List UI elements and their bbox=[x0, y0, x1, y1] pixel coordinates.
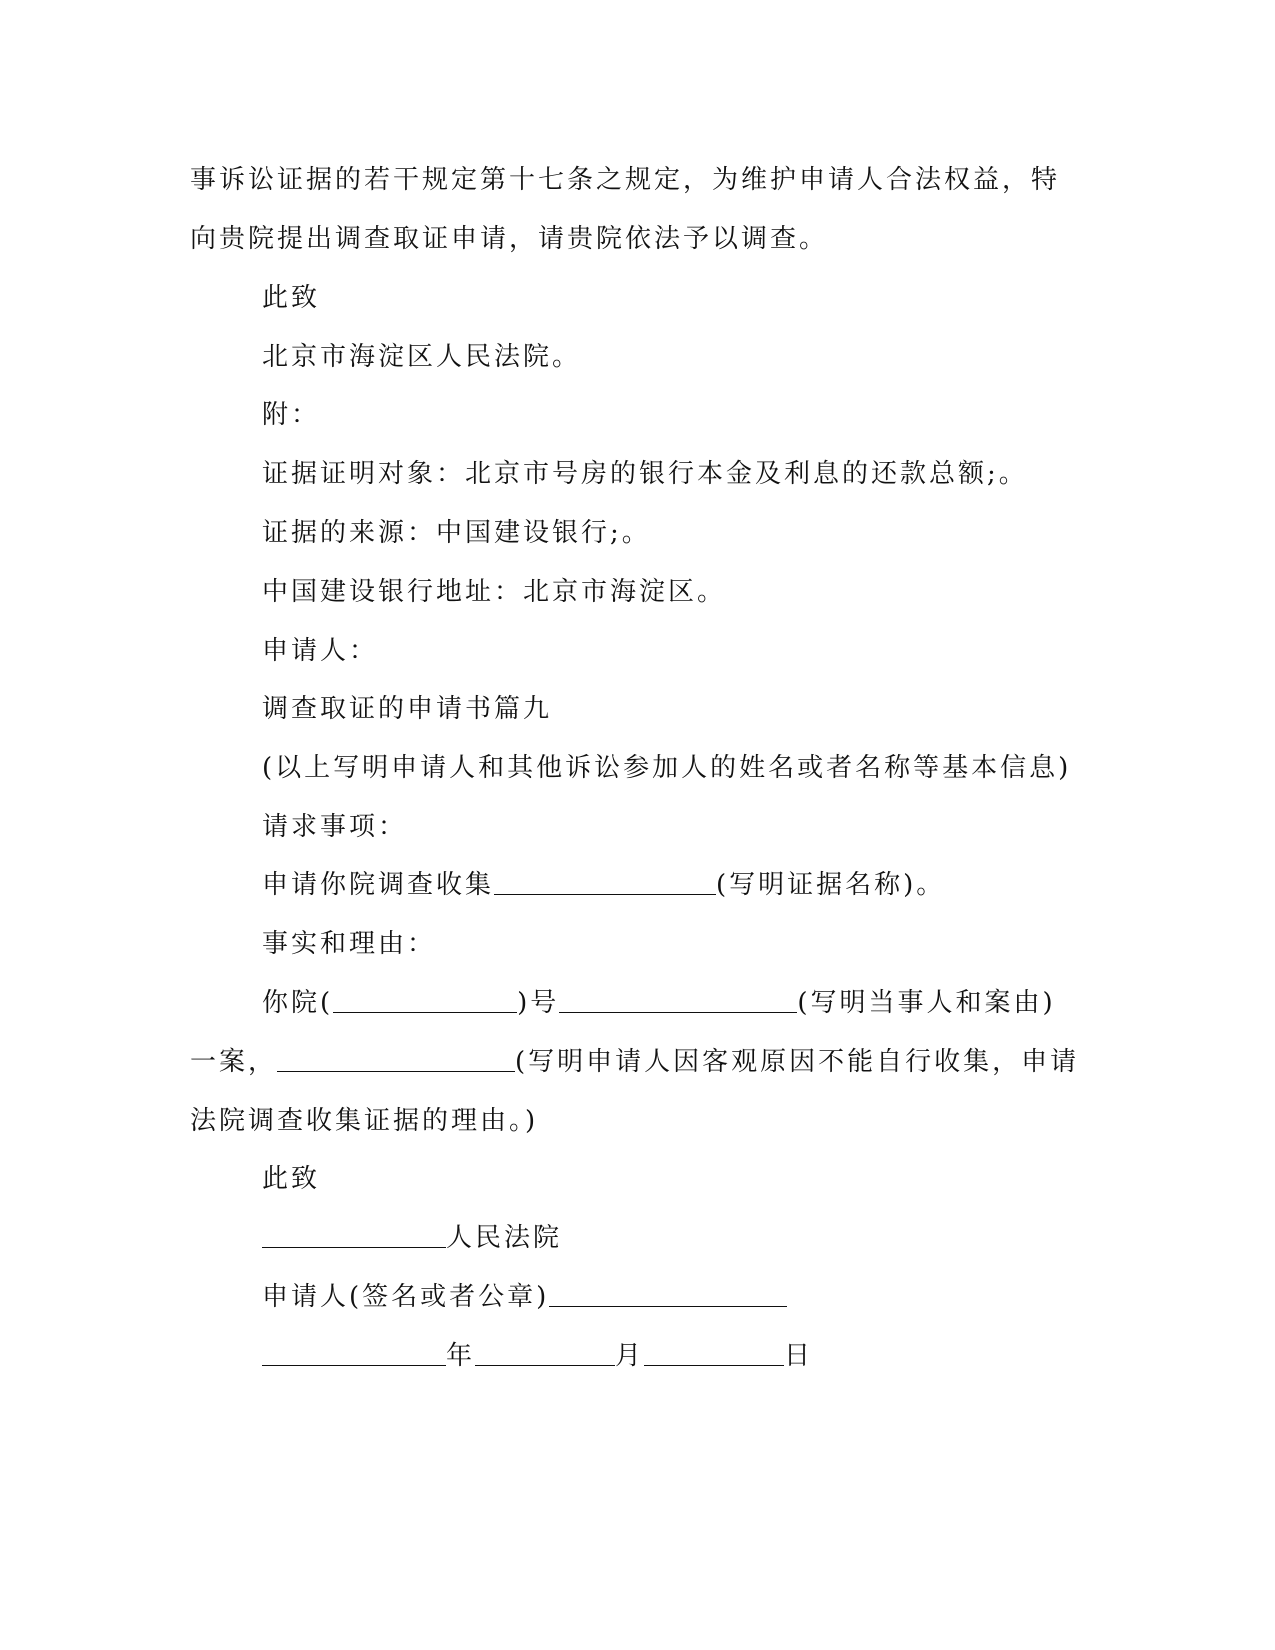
applicant-label: 申请人： bbox=[262, 636, 379, 666]
paragraph-line-2 bbox=[190, 222, 828, 256]
applicant-line bbox=[262, 634, 378, 668]
parties-blank bbox=[559, 986, 797, 1013]
evidence-source-line bbox=[262, 516, 651, 550]
day-label: 日 bbox=[784, 1341, 814, 1371]
signature-label: 申请人(签名或者公章) bbox=[262, 1282, 550, 1312]
basic-info-note: (以上写明申请人和其他诉讼参加人的姓名或者名称等基本信息) bbox=[262, 753, 1072, 783]
salutation-text: 此致 bbox=[262, 283, 321, 313]
section-title-line bbox=[262, 692, 552, 726]
month-blank bbox=[475, 1339, 615, 1366]
evidence-object: 证据证明对象：北京市号房的银行本金及利息的还款总额;。 bbox=[262, 459, 1028, 489]
court-blank-line bbox=[262, 1221, 562, 1255]
request-content-line bbox=[262, 868, 945, 902]
evidence-name-blank bbox=[494, 868, 716, 895]
court-name-blank bbox=[262, 1221, 446, 1248]
text-continuation-2: 向贵院提出调查取证申请，请贵院依法予以调查。 bbox=[190, 224, 829, 254]
court-name: 北京市海淀区人民法院。 bbox=[262, 342, 582, 372]
salutation-line-2 bbox=[262, 1162, 320, 1196]
attachment-label: 附： bbox=[262, 400, 321, 430]
text-continuation-1: 事诉讼证据的若干规定第十七条之规定，为维护申请人合法权益，特 bbox=[190, 165, 1061, 195]
evidence-source: 证据的来源：中国建设银行;。 bbox=[262, 518, 651, 548]
case-number-line bbox=[262, 986, 1056, 1020]
reason-note: (写明申请人因客观原因不能自行收集，申请 bbox=[515, 1047, 1080, 1077]
attachment-label-line bbox=[262, 398, 320, 432]
year-blank bbox=[262, 1339, 446, 1366]
reason-note-continued: 法院调查收集证据的理由。) bbox=[190, 1106, 539, 1136]
parties-note: (写明当事人和案由) bbox=[797, 988, 1056, 1018]
request-text: 申请你院调查收集 bbox=[262, 870, 495, 900]
request-heading-line bbox=[262, 810, 407, 844]
request-heading: 请求事项： bbox=[262, 812, 408, 842]
signature-line bbox=[262, 1280, 787, 1314]
basic-info-note-line bbox=[262, 751, 1071, 785]
facts-heading-line bbox=[262, 927, 436, 961]
evidence-object-line bbox=[262, 457, 1028, 491]
case-number-suffix: )号 bbox=[517, 988, 560, 1018]
signature-blank bbox=[549, 1280, 787, 1307]
case-court-text: 你院( bbox=[262, 988, 334, 1018]
evidence-name-note: (写明证据名称)。 bbox=[716, 870, 946, 900]
case-number-blank bbox=[333, 986, 517, 1013]
salutation-line bbox=[262, 281, 320, 315]
case-label: 一案， bbox=[190, 1047, 278, 1077]
reason-line bbox=[190, 1045, 1079, 1079]
reason-blank bbox=[277, 1045, 515, 1072]
reason-continuation-line bbox=[190, 1104, 538, 1138]
day-blank bbox=[644, 1339, 784, 1366]
section-title: 调查取证的申请书篇九 bbox=[262, 694, 553, 724]
court-line bbox=[262, 340, 581, 374]
year-label: 年 bbox=[446, 1341, 476, 1371]
bank-address-line bbox=[262, 575, 726, 609]
date-line bbox=[262, 1339, 813, 1373]
court-label: 人民法院 bbox=[446, 1223, 563, 1253]
bank-address: 中国建设银行地址：北京市海淀区。 bbox=[262, 577, 727, 607]
paragraph-line-1 bbox=[190, 163, 1060, 197]
facts-heading: 事实和理由： bbox=[262, 929, 437, 959]
salutation-text-2: 此致 bbox=[262, 1164, 321, 1194]
month-label: 月 bbox=[615, 1341, 645, 1371]
